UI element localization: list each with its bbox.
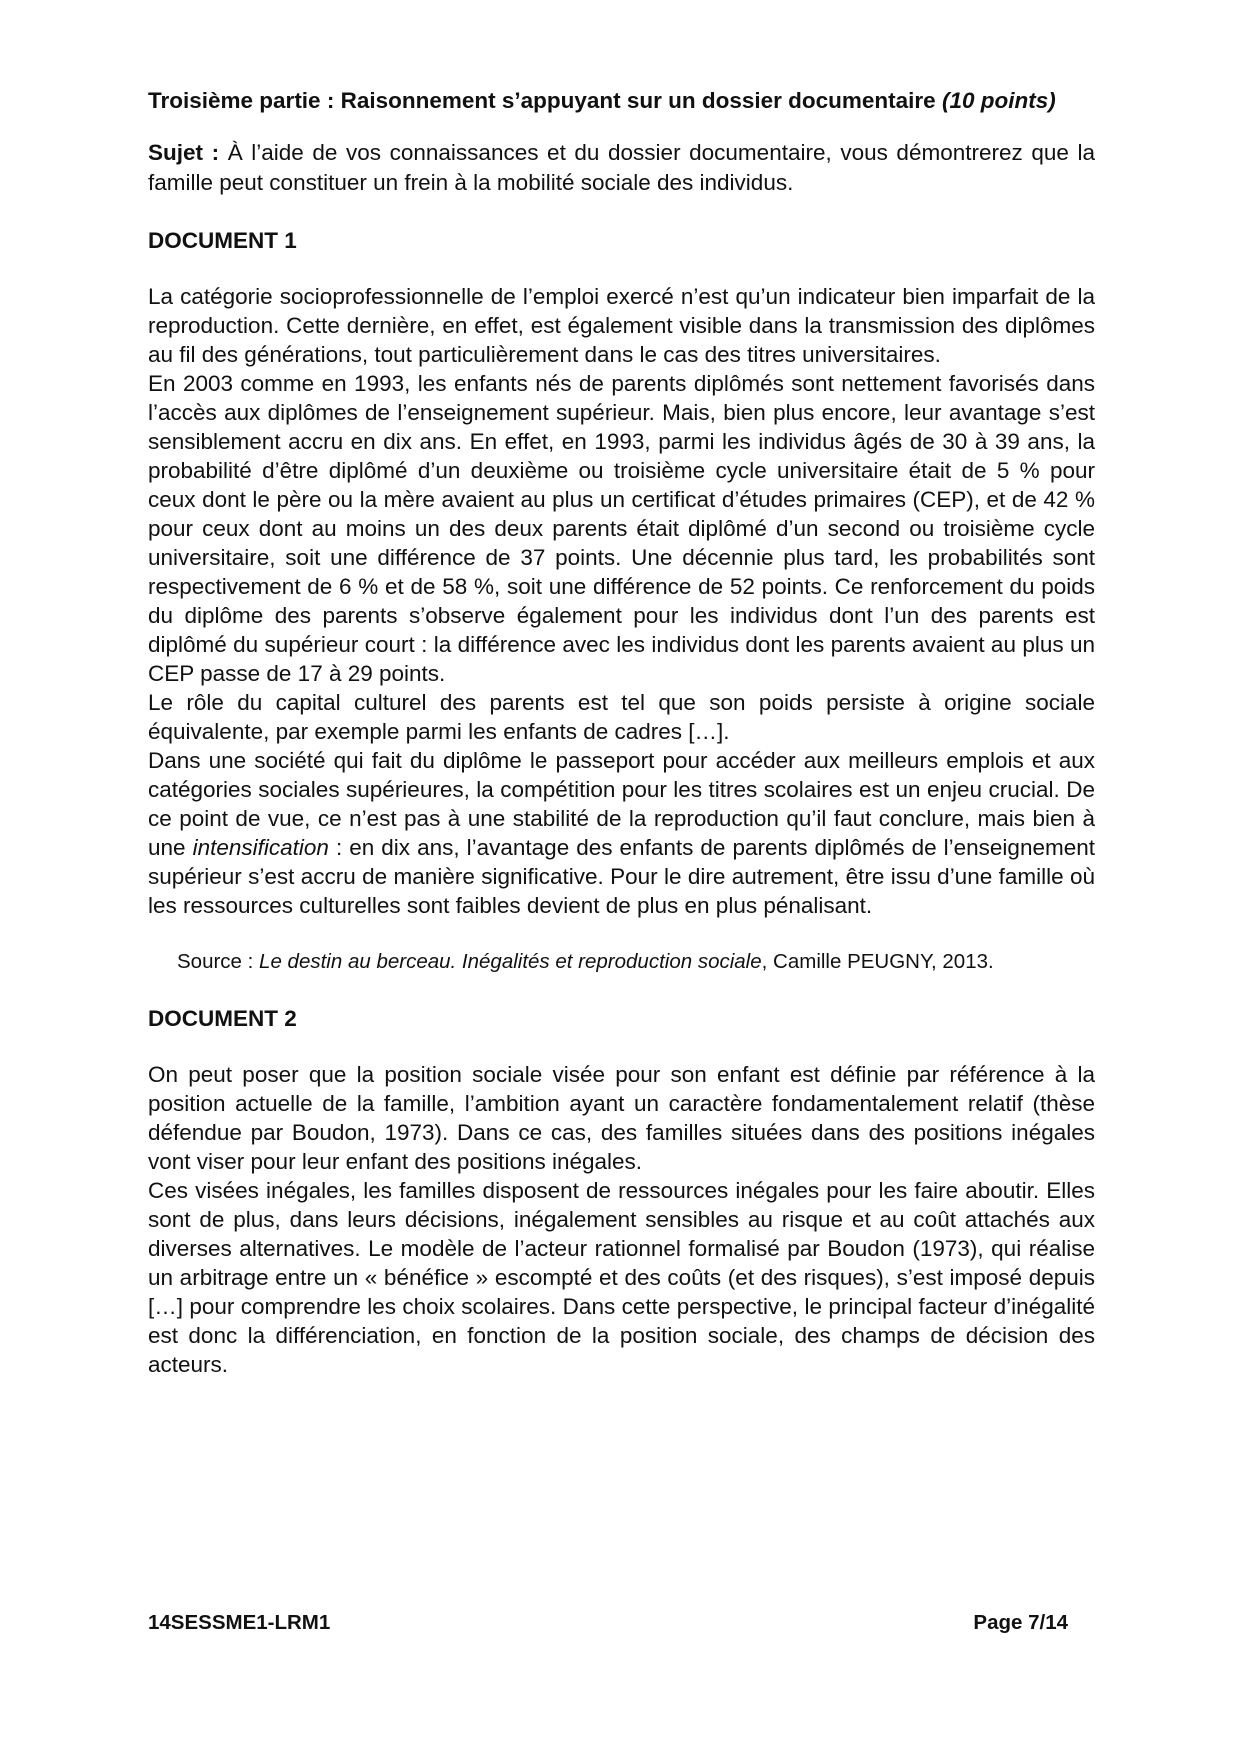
exam-code: 14SESSME1-LRM1 (148, 1611, 331, 1634)
subject-label: Sujet : (148, 140, 220, 165)
page-number: Page 7/14 (973, 1611, 1068, 1634)
document-1-paragraph: En 2003 comme en 1993, les enfants nés de parents diplômés sont nettement favorisés dans l’accès aux diplômes de l’enseignement supérieur. Mais, bien plus encore, leur avantage s’est sensiblement accru en dix ans. En effet, en 1993, parmi les individus âgés de 30 à 39 ans, la probabilité d’être diplômé d’un deuxième ou troisième cycle universitaire était de 5 % pour ceux dont le père ou la mère avaient au plus un certificat d’études primaires (CEP), et de 42 % pour ceux dont au moins un des deux parents était diplômé d’un second ou troisième cycle universitaire, soit une différence de 37 points. Une décennie plus tard, les probabilités sont respectivement de 6 % et de 58 %, soit une différence de 52 points. Ce renforcement du poids du diplôme des parents s’observe également pour les individus dont l’un des parents est diplômé du supérieur court : la différence avec les individus dont les parents avaient au plus un CEP passe de 17 à 29 points. (148, 371, 1095, 686)
source-label: Source : (177, 950, 260, 973)
part-points: (10 points) (941, 88, 1056, 113)
document-2-body (148, 1060, 1095, 1379)
part-title (148, 86, 1095, 116)
subject-text: À l’aide de vos connaissances et du dossier documentaire, vous démontrerez que la famille peut constituer un frein à la mobilité sociale des individus. (148, 140, 1095, 195)
document-2-paragraph: Ces visées inégales, les familles disposent de ressources inégales pour les faire aboutir. Elles sont de plus, dans leurs décisions, inégalement sensibles au risque et au coût attachés aux diverses alternatives. Le modèle de l’acteur rationnel formalisé par Boudon (1973), qui réalise un arbitrage entre un « bénéfice » escompté et des coûts (et des risques), s’est imposé depuis […] pour comprendre les choix scolaires. Dans cette perspective, le principal facteur d’inégalité est donc la différenciation, en fonction de la position sociale, des champs de décision des acteurs. (148, 1178, 1095, 1377)
document-1-paragraph: La catégorie socioprofessionnelle de l’emploi exercé n’est qu’un indicateur bien imparfait de la reproduction. Cette dernière, en effet, est également visible dans la transmission des diplômes au fil des générations, tout particulièrement dans le cas des titres universitaires. (148, 284, 1095, 367)
document-2 (148, 1004, 1095, 1379)
paragraph-text: : en dix ans, l’avantage des enfants de parents diplômés de l’enseignement supérieur s’est accru de manière significative. Pour le dire autrement, être issu d’une famille où les ressources culturelles sont faibles devient de plus en plus pénalisant. (148, 835, 1095, 918)
emphasis-text: intensification (192, 835, 329, 860)
document-1 (148, 226, 1095, 976)
source-title: Le destin au berceau. Inégalités et reproduction sociale (259, 950, 762, 973)
part-title-text: Troisième partie : Raisonnement s’appuyant sur un dossier documentaire (148, 88, 936, 113)
document-1-paragraph: Le rôle du capital culturel des parents est tel que son poids persiste à origine sociale équivalente, par exemple parmi les enfants de cadres […]. (148, 690, 1095, 744)
document-1-body (148, 282, 1095, 920)
source-details: , Camille PEUGNY, 2013. (761, 950, 994, 973)
document-1-heading: DOCUMENT 1 (148, 228, 297, 253)
exam-page (148, 86, 1095, 1379)
document-2-heading: DOCUMENT 2 (148, 1006, 297, 1031)
subject (148, 138, 1095, 198)
document-1-source (177, 948, 1095, 976)
document-1-paragraph (148, 746, 1095, 920)
document-2-paragraph: On peut poser que la position sociale visée pour son enfant est définie par référence à la position actuelle de la famille, l’ambition ayant un caractère fondamentalement relatif (thèse défendue par Boudon, 1973). Dans ce cas, des familles situées dans des positions inégales vont viser pour leur enfant des positions inégales. (148, 1062, 1095, 1174)
paragraph-text: Dans une société qui fait du diplôme le passeport pour accéder aux meilleurs emplois et aux catégories sociales supérieures, la compétition pour les titres scolaires est un enjeu crucial. De ce point de vue, ce n’est pas à une stabilité de la reproduction qu’il faut conclure, mais bien à une (148, 748, 1095, 860)
